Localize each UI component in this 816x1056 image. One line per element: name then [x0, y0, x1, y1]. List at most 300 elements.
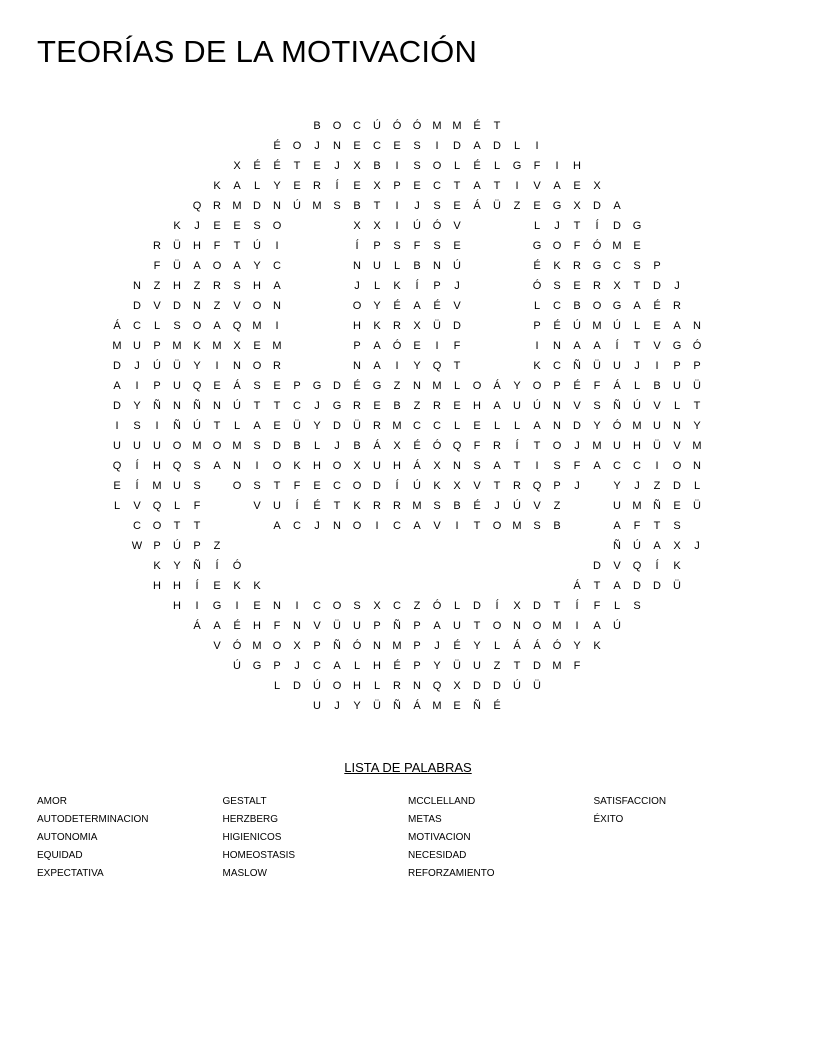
grid-letter: A — [533, 420, 541, 432]
grid-letter: U — [613, 500, 621, 512]
grid-letter: U — [133, 440, 141, 452]
grid-letter: T — [493, 120, 501, 132]
grid-letter: A — [593, 460, 601, 472]
grid-letter: Y — [693, 420, 701, 432]
grid-letter: Í — [415, 280, 419, 292]
grid-letter: D — [293, 680, 301, 692]
grid-letter: X — [413, 320, 421, 332]
grid-letter: C — [553, 300, 561, 312]
grid-letter: K — [353, 500, 361, 512]
grid-letter: I — [275, 240, 279, 252]
grid-letter: J — [434, 640, 440, 652]
grid-letter: Ñ — [333, 640, 341, 652]
grid-letter: H — [393, 460, 401, 472]
grid-letter: Í — [395, 480, 399, 492]
grid-letter: F — [193, 500, 201, 512]
grid-letter: C — [313, 600, 321, 612]
grid-letter: F — [473, 440, 481, 452]
grid-letter: V — [653, 400, 661, 412]
grid-letter: R — [213, 200, 221, 212]
grid-letter: I — [555, 160, 559, 172]
grid-letter: Í — [575, 600, 579, 612]
grid-letter: N — [413, 680, 421, 692]
grid-letter: H — [173, 280, 181, 292]
grid-letter: R — [153, 240, 161, 252]
grid-letter: J — [674, 280, 680, 292]
grid-letter: R — [393, 500, 401, 512]
grid-letter: É — [653, 300, 661, 312]
grid-letter: R — [393, 680, 401, 692]
grid-letter: B — [413, 260, 421, 272]
grid-letter: N — [673, 420, 681, 432]
grid-letter: I — [575, 620, 579, 632]
grid-letter: F — [593, 600, 601, 612]
grid-letter: Á — [493, 380, 501, 392]
grid-letter: I — [655, 360, 659, 372]
grid-letter: Ñ — [613, 400, 621, 412]
grid-letter: Ñ — [193, 560, 201, 572]
grid-letter: A — [273, 520, 281, 532]
grid-letter: Í — [335, 180, 339, 192]
grid-letter: N — [413, 380, 421, 392]
grid-letter: T — [533, 440, 541, 452]
grid-letter: U — [613, 440, 621, 452]
grid-letter: O — [272, 640, 282, 652]
grid-letter: D — [673, 480, 681, 492]
grid-letter: Q — [432, 680, 442, 692]
grid-letter: U — [673, 380, 681, 392]
grid-letter: E — [633, 240, 641, 252]
grid-letter: M — [692, 440, 702, 452]
grid-letter: A — [633, 300, 641, 312]
grid-letter: F — [573, 660, 581, 672]
grid-letter: K — [373, 320, 381, 332]
grid-letter: U — [153, 440, 161, 452]
grid-letter: D — [473, 600, 481, 612]
grid-letter: L — [313, 440, 321, 452]
grid-letter: Ü — [333, 620, 341, 632]
grid-letter: P — [533, 320, 541, 332]
grid-letter: B — [353, 200, 361, 212]
grid-letter: E — [213, 220, 221, 232]
grid-letter: S — [193, 460, 201, 472]
grid-letter: A — [573, 340, 581, 352]
grid-letter: S — [173, 320, 181, 332]
grid-letter: O — [252, 300, 262, 312]
grid-letter: N — [433, 260, 441, 272]
grid-letter: L — [533, 300, 541, 312]
grid-letter: G — [512, 160, 522, 172]
grid-letter: I — [375, 520, 379, 532]
grid-letter: C — [413, 420, 421, 432]
grid-letter: F — [633, 520, 641, 532]
grid-letter: Ú — [293, 200, 301, 212]
grid-letter: X — [673, 540, 681, 552]
grid-letter: Ú — [453, 260, 461, 272]
grid-letter: R — [673, 300, 681, 312]
grid-letter: A — [493, 400, 501, 412]
grid-letter: Ó — [352, 640, 362, 652]
grid-letter: M — [232, 440, 242, 452]
grid-letter: E — [293, 180, 301, 192]
grid-letter: Y — [433, 660, 441, 672]
grid-letter: L — [453, 160, 461, 172]
grid-letter: E — [573, 180, 581, 192]
grid-letter: N — [353, 360, 361, 372]
grid-letter: L — [633, 320, 641, 332]
grid-letter: O — [212, 260, 222, 272]
grid-letter: N — [193, 300, 201, 312]
grid-letter: V — [533, 500, 541, 512]
grid-letter: K — [213, 180, 221, 192]
grid-letter: Á — [473, 200, 481, 212]
page-title: TEORÍAS DE LA MOTIVACIÓN — [37, 34, 478, 69]
grid-letter: M — [552, 660, 562, 672]
grid-letter: P — [373, 240, 381, 252]
grid-letter: R — [353, 400, 361, 412]
grid-letter: Ñ — [153, 400, 161, 412]
grid-letter: Ü — [493, 200, 501, 212]
grid-letter: G — [552, 200, 562, 212]
grid-letter: Ü — [693, 380, 701, 392]
grid-letter: T — [233, 240, 241, 252]
grid-letter: C — [393, 600, 401, 612]
grid-letter: D — [273, 440, 281, 452]
grid-letter: Ñ — [393, 700, 401, 712]
grid-letter: V — [133, 500, 141, 512]
grid-letter: Y — [253, 260, 261, 272]
grid-letter: Ó — [412, 120, 422, 132]
grid-letter: J — [334, 440, 340, 452]
grid-letter: D — [493, 680, 501, 692]
grid-letter: S — [253, 440, 261, 452]
grid-letter: O — [332, 680, 342, 692]
grid-letter: E — [113, 480, 121, 492]
grid-letter: G — [592, 260, 602, 272]
grid-letter: J — [574, 440, 580, 452]
grid-letter: S — [253, 220, 261, 232]
grid-letter: J — [314, 400, 320, 412]
grid-letter: X — [393, 440, 401, 452]
grid-letter: Ñ — [393, 620, 401, 632]
grid-letter: É — [433, 300, 441, 312]
grid-letter: Ñ — [193, 400, 201, 412]
grid-letter: J — [314, 520, 320, 532]
grid-letter: O — [552, 240, 562, 252]
grid-letter: T — [513, 460, 521, 472]
grid-letter: Ñ — [573, 360, 581, 372]
grid-letter: A — [433, 620, 441, 632]
grid-letter: Ó — [532, 280, 542, 292]
word-list-item: AMOR — [37, 796, 67, 807]
grid-letter: Q — [632, 560, 642, 572]
grid-letter: O — [432, 160, 442, 172]
grid-letter: T — [633, 280, 641, 292]
grid-letter: N — [213, 400, 221, 412]
grid-letter: D — [453, 140, 461, 152]
grid-letter: K — [253, 580, 261, 592]
grid-letter: O — [552, 440, 562, 452]
grid-letter: O — [212, 440, 222, 452]
grid-letter: O — [272, 220, 282, 232]
grid-letter: Y — [273, 180, 281, 192]
grid-letter: W — [131, 540, 143, 552]
grid-letter: M — [252, 640, 262, 652]
word-list-item: HIGIENICOS — [222, 832, 282, 843]
grid-letter: P — [413, 660, 421, 672]
grid-letter: Ú — [413, 220, 421, 232]
grid-letter: T — [593, 580, 601, 592]
grid-letter: Á — [373, 440, 381, 452]
grid-letter: D — [653, 280, 661, 292]
word-list-item: HOMEOSTASIS — [222, 850, 296, 861]
grid-letter: P — [433, 280, 441, 292]
grid-letter: Q — [152, 500, 162, 512]
grid-letter: I — [255, 460, 259, 472]
grid-letter: Y — [593, 420, 601, 432]
grid-letter: P — [653, 260, 661, 272]
grid-letter: Í — [595, 220, 599, 232]
grid-letter: A — [473, 180, 481, 192]
grid-letter: L — [373, 280, 381, 292]
word-list-item: SATISFACCION — [593, 796, 667, 807]
grid-letter: I — [135, 380, 139, 392]
grid-letter: F — [573, 460, 581, 472]
grid-letter: Ü — [533, 680, 541, 692]
grid-letter: Í — [495, 600, 499, 612]
grid-letter: R — [593, 280, 601, 292]
grid-letter: I — [535, 460, 539, 472]
grid-letter: Z — [413, 600, 421, 612]
grid-letter: C — [433, 420, 441, 432]
grid-letter: A — [213, 460, 221, 472]
grid-letter: T — [473, 520, 481, 532]
grid-letter: É — [413, 440, 421, 452]
grid-letter: I — [215, 360, 219, 372]
grid-letter: K — [553, 260, 561, 272]
grid-letter: E — [453, 200, 461, 212]
grid-letter: K — [233, 580, 241, 592]
grid-letter: L — [453, 600, 461, 612]
grid-letter: V — [613, 560, 621, 572]
grid-letter: S — [413, 140, 421, 152]
grid-letter: P — [553, 480, 561, 492]
grid-letter: K — [153, 560, 161, 572]
grid-letter: N — [693, 320, 701, 332]
grid-letter: Á — [613, 380, 621, 392]
grid-letter: N — [553, 400, 561, 412]
grid-letter: O — [352, 480, 362, 492]
grid-letter: D — [533, 600, 541, 612]
grid-letter: E — [273, 380, 281, 392]
grid-letter: Ú — [233, 400, 241, 412]
grid-letter: A — [373, 360, 381, 372]
grid-letter: Ó — [232, 560, 242, 572]
grid-letter: P — [273, 660, 281, 672]
grid-letter: Ü — [673, 580, 681, 592]
grid-letter: P — [153, 540, 161, 552]
grid-letter: E — [413, 180, 421, 192]
grid-letter: L — [373, 680, 381, 692]
grid-letter: M — [392, 640, 402, 652]
grid-letter: Q — [172, 460, 182, 472]
grid-letter: M — [552, 620, 562, 632]
word-list-item: EXPECTATIVA — [37, 868, 104, 879]
grid-letter: N — [693, 460, 701, 472]
grid-letter: A — [333, 660, 341, 672]
grid-letter: S — [433, 500, 441, 512]
grid-letter: S — [133, 420, 141, 432]
grid-letter: M — [512, 520, 522, 532]
grid-letter: R — [273, 360, 281, 372]
grid-letter: Z — [213, 300, 221, 312]
grid-letter: J — [634, 480, 640, 492]
grid-letter: A — [273, 280, 281, 292]
grid-letter: E — [413, 340, 421, 352]
grid-letter: M — [632, 420, 642, 432]
grid-letter: V — [213, 640, 221, 652]
grid-letter: C — [373, 140, 381, 152]
grid-letter: Ú — [513, 680, 521, 692]
grid-letter: A — [193, 260, 201, 272]
grid-letter: H — [633, 440, 641, 452]
grid-letter: M — [452, 120, 462, 132]
grid-letter: K — [433, 480, 441, 492]
grid-letter: H — [153, 460, 161, 472]
grid-letter: V — [233, 300, 241, 312]
grid-letter: H — [313, 460, 321, 472]
grid-letter: P — [193, 540, 201, 552]
grid-letter: Ú — [313, 680, 321, 692]
grid-letter: Y — [373, 300, 381, 312]
word-list-column — [408, 795, 494, 885]
grid-letter: N — [513, 620, 521, 632]
grid-letter: Ü — [453, 660, 461, 672]
grid-letter: R — [433, 400, 441, 412]
grid-letter: Ü — [173, 260, 181, 272]
grid-letter: T — [273, 400, 281, 412]
grid-letter: C — [393, 520, 401, 532]
grid-letter: K — [293, 460, 301, 472]
grid-letter: B — [353, 440, 361, 452]
grid-letter: Ó — [392, 120, 402, 132]
grid-letter: V — [533, 180, 541, 192]
grid-letter: Á — [573, 580, 581, 592]
grid-letter: K — [173, 220, 181, 232]
grid-letter: B — [393, 400, 401, 412]
grid-letter: A — [233, 260, 241, 272]
grid-letter: D — [633, 580, 641, 592]
grid-letter: C — [353, 120, 361, 132]
grid-letter: Z — [493, 660, 501, 672]
grid-letter: Ü — [353, 420, 361, 432]
grid-letter: O — [352, 520, 362, 532]
grid-letter: Ú — [613, 320, 621, 332]
grid-letter: N — [553, 420, 561, 432]
grid-letter: Ü — [653, 440, 661, 452]
grid-letter: G — [372, 380, 382, 392]
grid-letter: S — [593, 400, 601, 412]
grid-letter: Y — [513, 380, 521, 392]
grid-letter: M — [232, 200, 242, 212]
grid-letter: R — [373, 500, 381, 512]
grid-letter: U — [653, 420, 661, 432]
grid-letter: H — [193, 240, 201, 252]
grid-letter: D — [173, 300, 181, 312]
grid-letter: U — [373, 260, 381, 272]
grid-letter: E — [273, 420, 281, 432]
grid-letter: Ú — [513, 500, 521, 512]
grid-letter: V — [433, 520, 441, 532]
grid-letter: M — [412, 500, 422, 512]
word-list-item: AUTONOMIA — [37, 832, 98, 843]
grid-letter: M — [152, 480, 162, 492]
grid-letter: T — [513, 660, 521, 672]
grid-letter: L — [673, 400, 681, 412]
grid-letter: U — [453, 620, 461, 632]
grid-letter: X — [353, 220, 361, 232]
grid-letter: N — [133, 280, 141, 292]
grid-letter: T — [653, 520, 661, 532]
grid-letter: D — [333, 380, 341, 392]
grid-letter: E — [313, 160, 321, 172]
grid-letter: Y — [613, 480, 621, 492]
grid-letter: E — [533, 200, 541, 212]
grid-letter: I — [115, 420, 119, 432]
grid-letter: X — [353, 460, 361, 472]
grid-letter: G — [252, 660, 262, 672]
grid-letter: A — [613, 580, 621, 592]
grid-letter: Q — [452, 440, 462, 452]
grid-letter: Z — [393, 380, 401, 392]
grid-letter: O — [532, 620, 542, 632]
grid-letter: P — [393, 180, 401, 192]
word-list-item: AUTODETERMINACION — [37, 814, 149, 825]
grid-letter: L — [613, 600, 621, 612]
grid-letter: R — [513, 480, 521, 492]
grid-letter: Z — [513, 200, 521, 212]
grid-letter: R — [493, 440, 501, 452]
grid-letter: Ó — [692, 340, 702, 352]
grid-letter: G — [672, 340, 682, 352]
grid-letter: J — [554, 220, 560, 232]
grid-letter: D — [253, 200, 261, 212]
grid-letter: É — [453, 640, 461, 652]
grid-letter: K — [393, 280, 401, 292]
grid-letter: X — [593, 180, 601, 192]
grid-letter: M — [432, 700, 442, 712]
grid-letter: O — [492, 520, 502, 532]
grid-letter: D — [333, 420, 341, 432]
grid-letter: J — [574, 480, 580, 492]
grid-letter: Q — [232, 320, 242, 332]
grid-letter: P — [413, 620, 421, 632]
grid-letter: Y — [473, 640, 481, 652]
grid-letter: Z — [553, 500, 561, 512]
grid-letter: M — [212, 340, 222, 352]
grid-letter: D — [533, 660, 541, 672]
grid-letter: D — [653, 580, 661, 592]
grid-letter: D — [473, 680, 481, 692]
grid-letter: L — [513, 420, 521, 432]
grid-letter: E — [213, 580, 221, 592]
grid-letter: S — [633, 600, 641, 612]
grid-letter: O — [252, 360, 262, 372]
grid-letter: L — [453, 380, 461, 392]
grid-letter: S — [233, 280, 241, 292]
grid-letter: V — [453, 220, 461, 232]
grid-letter: H — [573, 160, 581, 172]
